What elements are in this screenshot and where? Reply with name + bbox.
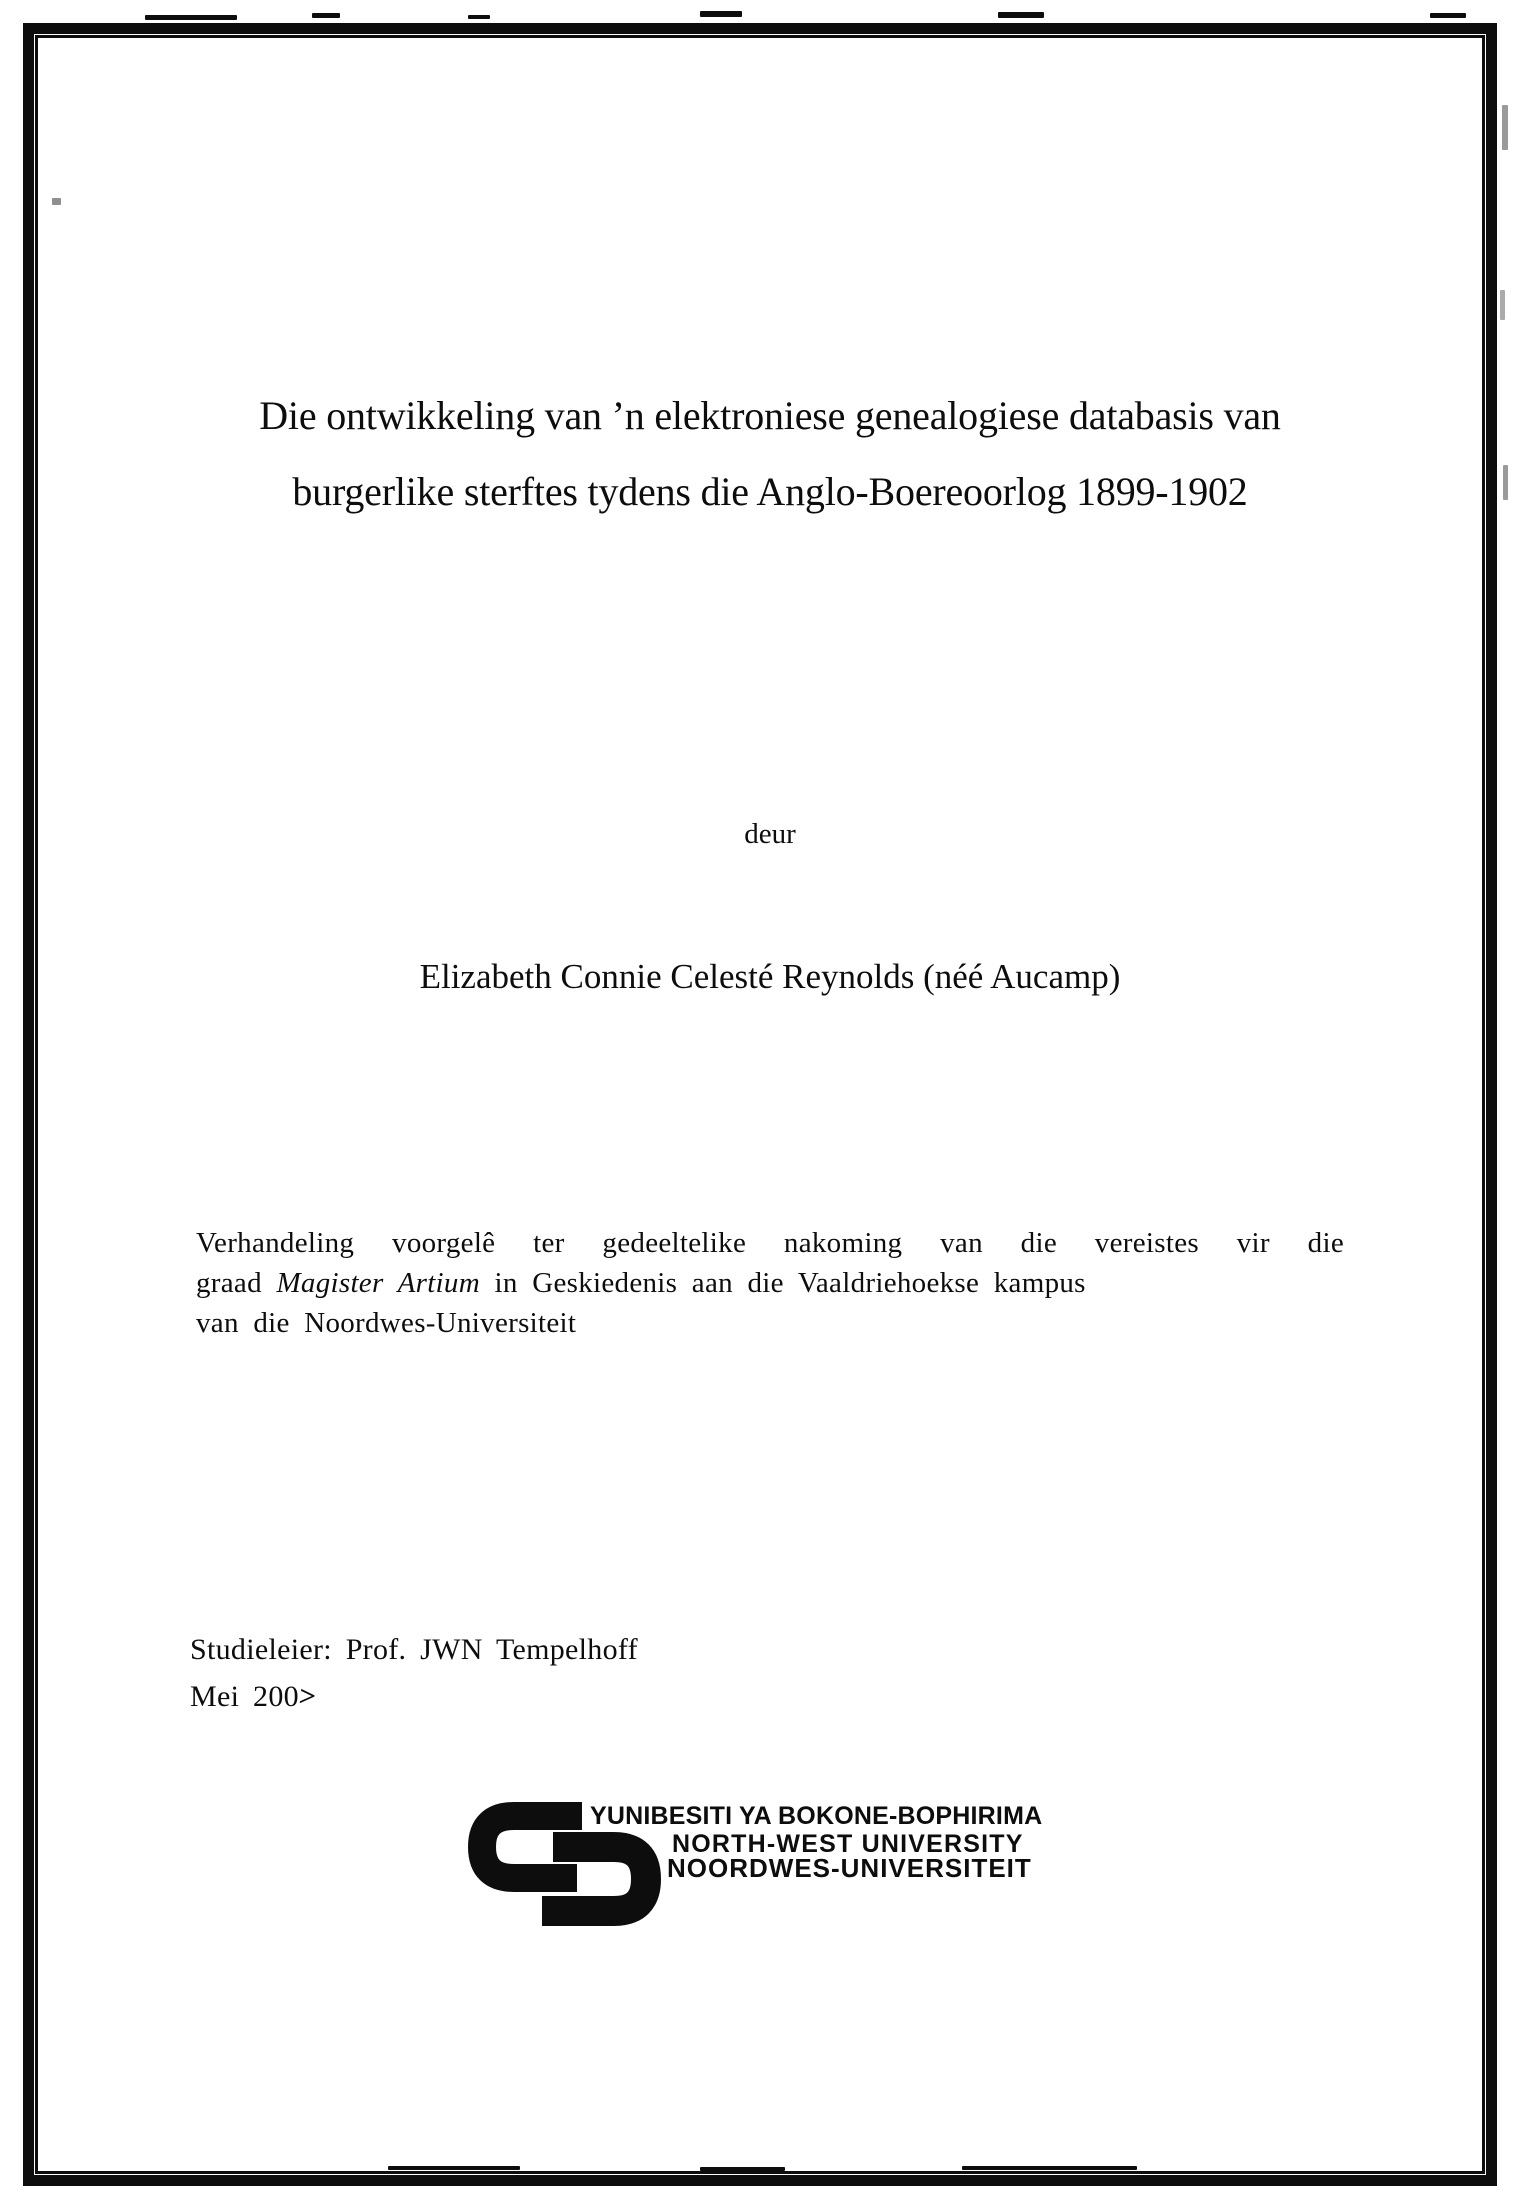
declaration-line-2 (196, 1263, 1344, 1303)
declaration-paragraph (196, 1223, 1344, 1343)
scan-artifact (1500, 290, 1505, 320)
logo-line-afrikaans: NOORDWES-UNIVERSITEIT (667, 1853, 1032, 1883)
declaration-line-3: van die Noordwes-Universiteit (196, 1307, 577, 1339)
scan-artifact (1502, 105, 1508, 150)
declaration-line-1: Verhandeling voorgelê ter gedeeltelike nakoming van die vereistes vir die (196, 1227, 1344, 1259)
scan-artifact (145, 15, 237, 20)
scan-artifact (998, 12, 1044, 18)
thesis-title-line-1: Die ontwikkeling van ’n elektroniese genealogiese databasis van (259, 393, 1281, 438)
thesis-title-line-2: burgerlike sterftes tydens die Anglo-Boereoorlog 1899-1902 (292, 469, 1248, 514)
date-prefix: Mei 200 (190, 1680, 299, 1713)
magister-artium-italic: Magister Artium (276, 1267, 480, 1299)
scan-artifact (700, 11, 742, 17)
scan-artifact (312, 13, 340, 18)
thesis-title (40, 378, 1500, 530)
logo-line-setswana: YUNIBESITI YA BOKONE-BOPHIRIMA (590, 1802, 1043, 1830)
supervisor-line: Studieleier: Prof. JWN Tempelhoff (190, 1633, 638, 1666)
date-seven-glyph: > (297, 1680, 318, 1713)
scan-artifact (1503, 465, 1508, 500)
scan-artifact (468, 15, 490, 19)
declaration-line-2-pre: graad (196, 1267, 277, 1299)
byline: deur (744, 818, 796, 850)
scan-artifact (1430, 13, 1466, 18)
author-name: Elizabeth Connie Celesté Reynolds (néé Aucamp) (419, 957, 1121, 996)
supervisor-block (190, 1626, 638, 1720)
declaration-line-2-post: in Geskiedenis aan die Vaaldriehoekse kampus (479, 1267, 1086, 1299)
logo-line-english: NORTH-WEST UNIVERSITY (672, 1830, 1024, 1858)
date-line (190, 1673, 638, 1720)
